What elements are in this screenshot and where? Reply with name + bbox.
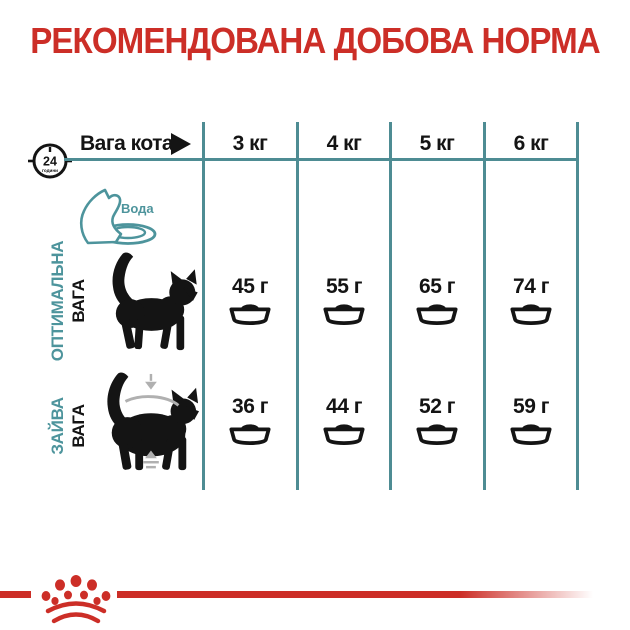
- row2-label-main: ВАГА: [69, 404, 88, 448]
- portion-value: 45 г: [232, 275, 268, 298]
- cat-optimal-weight-icon: [93, 250, 208, 354]
- portion-value: 52 г: [419, 395, 455, 418]
- row1-label-accent: ОПТИМАЛЬНА: [48, 240, 67, 362]
- cell-excess-3kg: [203, 396, 297, 448]
- portion-value: 74 г: [513, 275, 549, 298]
- clock-unit-text: години: [42, 168, 58, 173]
- cat-excess-weight-icon: [90, 372, 208, 474]
- brand-rule-right: [117, 591, 593, 598]
- food-bowl-icon: [227, 300, 273, 328]
- column-header-4kg: 4 кг: [326, 132, 362, 155]
- clock-hours-text: 24: [43, 154, 57, 169]
- cell-optimal-3kg: [203, 276, 297, 328]
- crown-paw-logo: [38, 574, 114, 626]
- weight-header-label: Вага кота: [80, 132, 174, 155]
- cell-optimal-4kg: [297, 276, 391, 328]
- portion-value: 55 г: [326, 275, 362, 298]
- arrow-right-icon: [171, 133, 191, 155]
- food-bowl-icon: [414, 300, 460, 328]
- cell-excess-5kg: [390, 396, 484, 448]
- food-bowl-icon: [227, 420, 273, 448]
- page-title: РЕКОМЕНДОВАНА ДОБОВА НОРМА: [30, 20, 600, 61]
- portion-value: 59 г: [513, 395, 549, 418]
- row2-label-accent: ЗАЙВА: [48, 397, 67, 455]
- portion-value: 44 г: [326, 395, 362, 418]
- water-label: Вода: [121, 201, 154, 216]
- cell-excess-4kg: [297, 396, 391, 448]
- food-bowl-icon: [508, 420, 554, 448]
- portion-value: 36 г: [232, 395, 268, 418]
- brand-rule-left: [0, 591, 31, 598]
- clock-24h-icon: [27, 138, 73, 184]
- cell-optimal-5kg: [390, 276, 484, 328]
- row1-label-main: ВАГА: [69, 279, 88, 323]
- food-bowl-icon: [321, 300, 367, 328]
- column-header-5kg: 5 кг: [419, 132, 455, 155]
- food-bowl-icon: [508, 300, 554, 328]
- column-header-3kg: 3 кг: [232, 132, 268, 155]
- cell-excess-6kg: [484, 396, 578, 448]
- cell-optimal-6kg: [484, 276, 578, 328]
- header-divider-line: [64, 158, 577, 161]
- food-bowl-icon: [414, 420, 460, 448]
- food-bowl-icon: [321, 420, 367, 448]
- portion-value: 65 г: [419, 275, 455, 298]
- column-header-6kg: 6 кг: [513, 132, 549, 155]
